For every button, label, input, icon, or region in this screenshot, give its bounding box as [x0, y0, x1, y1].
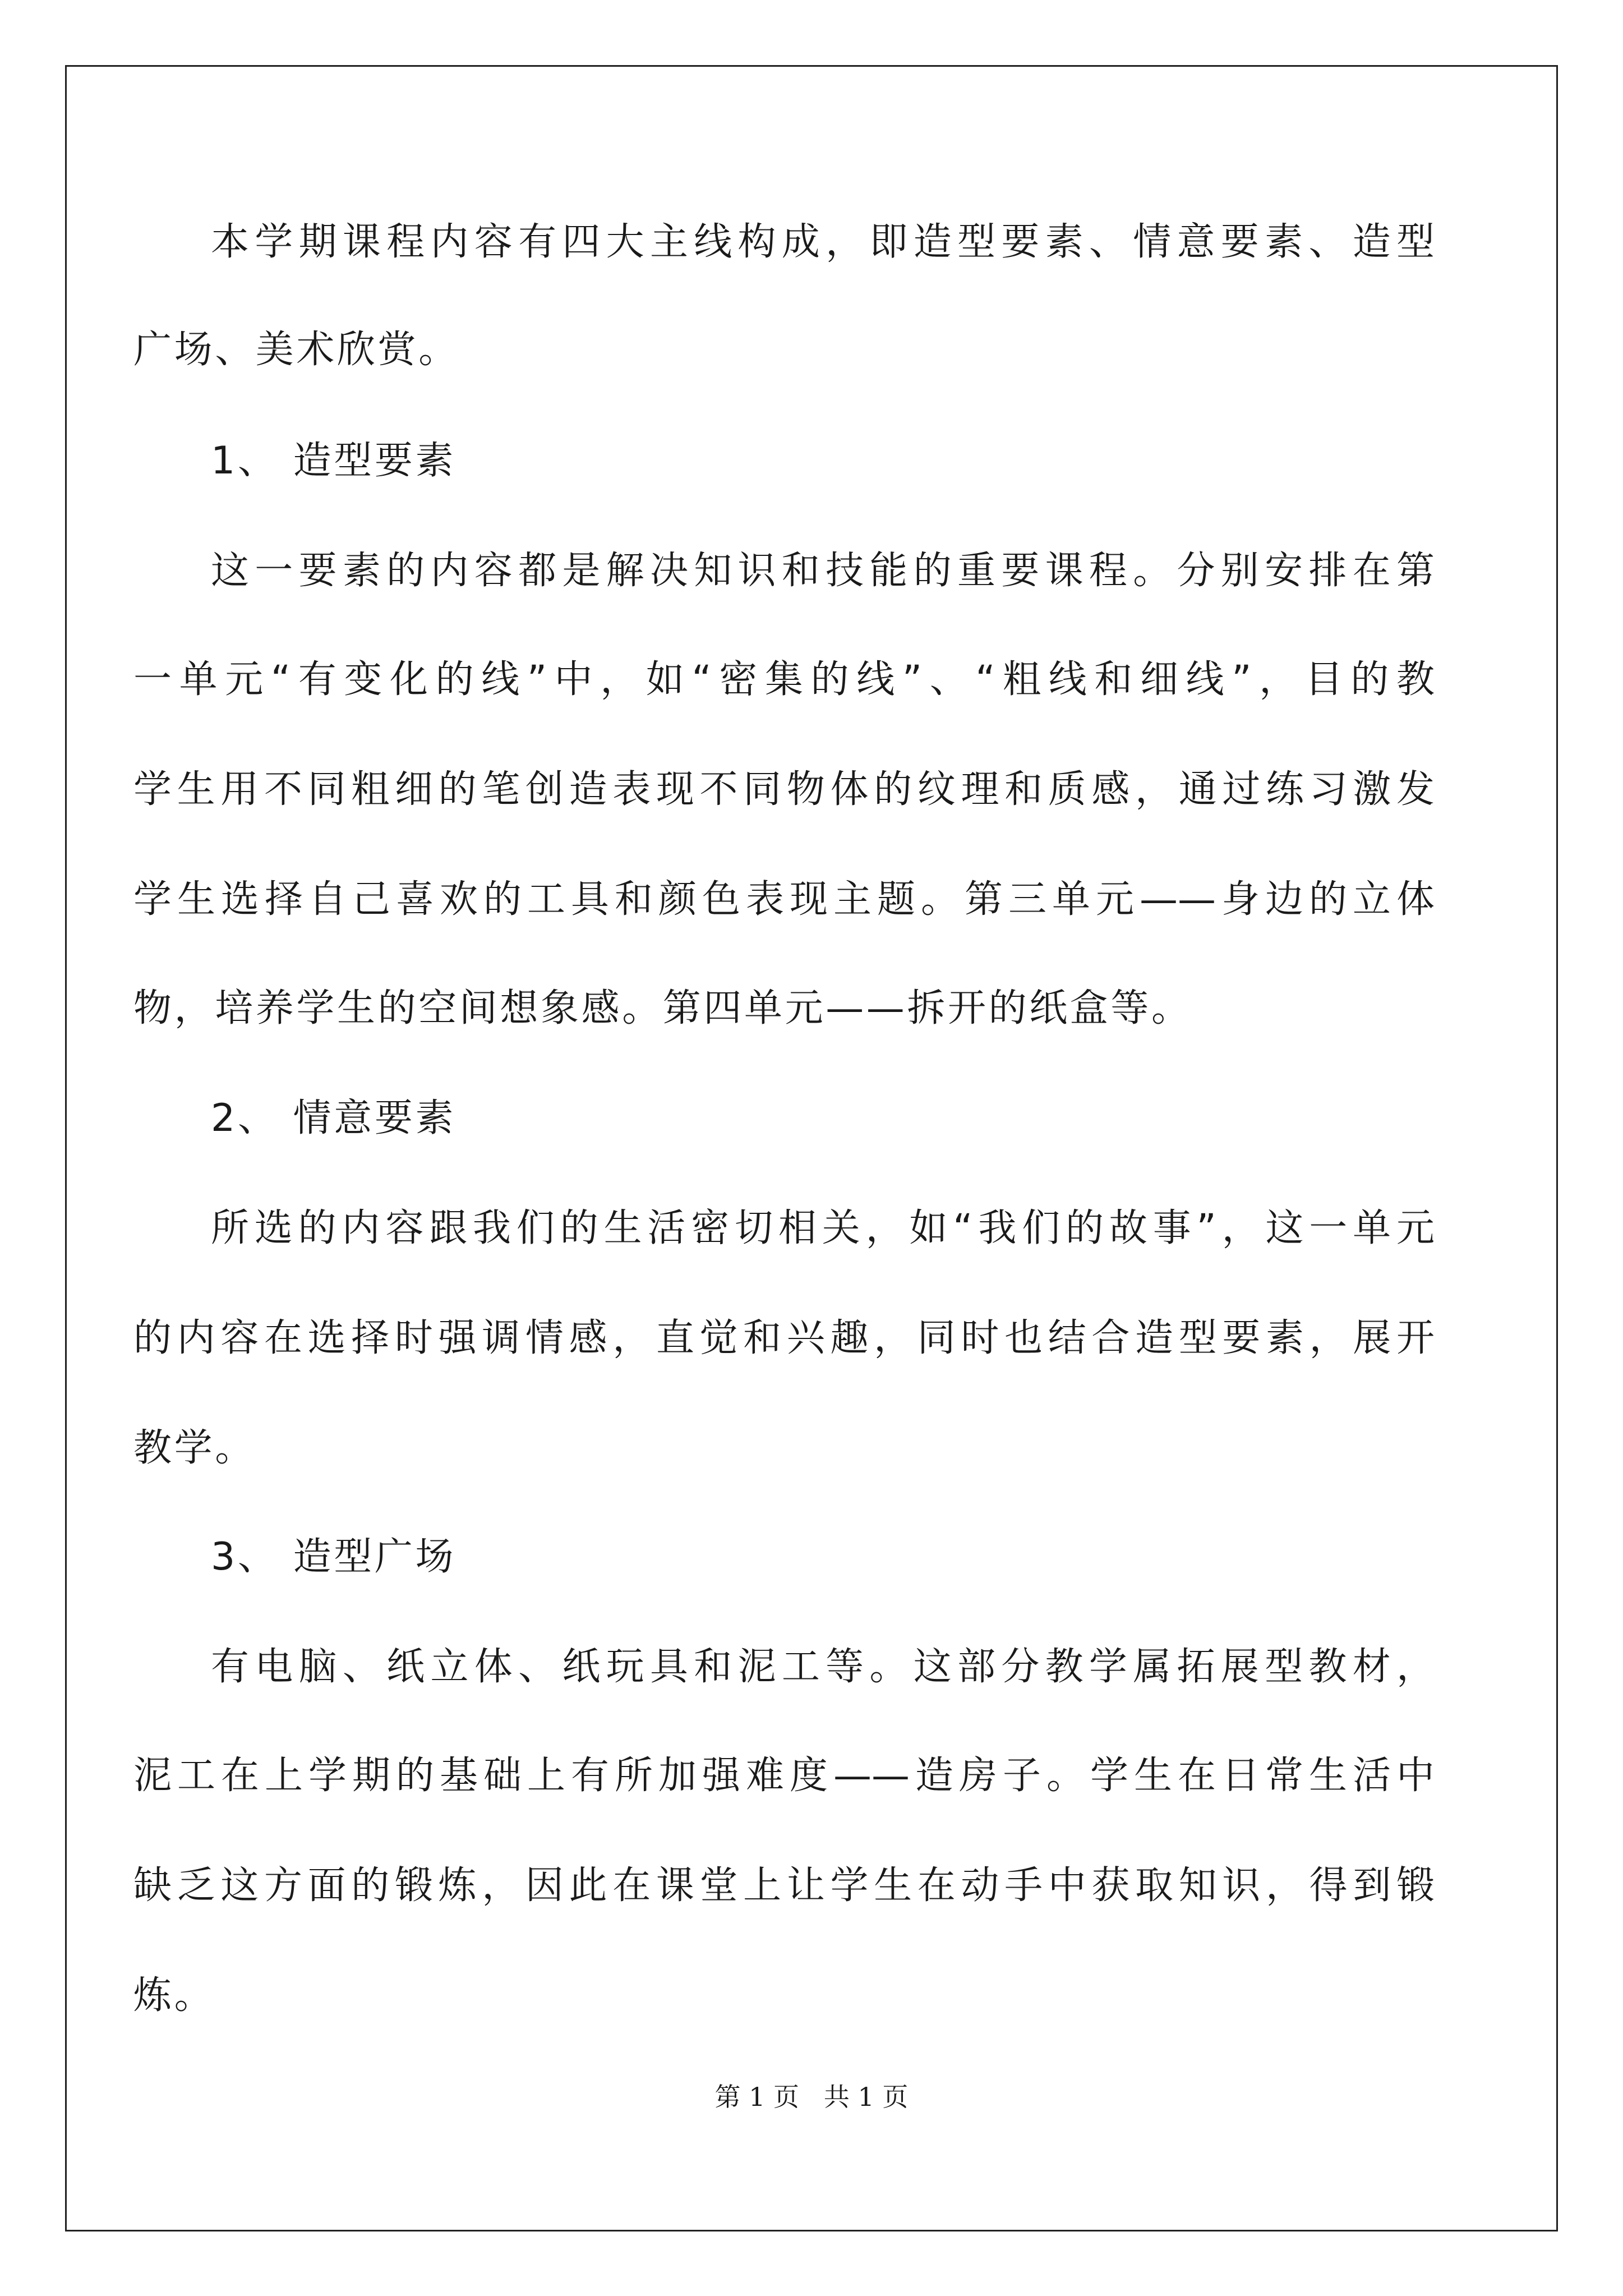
- section-1-line-1: 这一要素的内容都是解决知识和技能的重要课程。分别安排在第: [211, 549, 1435, 593]
- paragraph-intro-line-2: 广场、美术欣赏。: [133, 328, 459, 372]
- section-heading-2: 2、 情意要素: [211, 1096, 457, 1140]
- section-3-line-4: 炼。: [133, 1973, 215, 2018]
- section-1-line-5: 物，培养学生的空间想象感。第四单元——拆开的纸盒等。: [133, 986, 1192, 1030]
- section-2-line-3: 教学。: [133, 1426, 256, 1470]
- section-1-line-2: 一单元“有变化的线”中，如“密集的线”、“粗线和细线”，目的教: [133, 657, 1435, 702]
- section-3-line-3: 缺乏这方面的锻炼，因此在课堂上让学生在动手中获取知识，得到锻: [133, 1864, 1435, 1908]
- section-2-line-2: 的内容在选择时强调情感，直觉和兴趣，同时也结合造型要素，展开: [133, 1316, 1435, 1360]
- paragraph-intro-line-1: 本学期课程内容有四大主线构成，即造型要素、情意要素、造型: [211, 220, 1435, 264]
- page-number-footer: 第 1 页 共 1 页: [714, 2082, 909, 2112]
- section-heading-1: 1、 造型要素: [211, 439, 457, 483]
- section-1-line-3: 学生用不同粗细的笔创造表现不同物体的纹理和质感，通过练习激发: [133, 767, 1435, 812]
- section-3-line-1: 有电脑、纸立体、纸玩具和泥工等。这部分教学属拓展型教材，: [211, 1645, 1435, 1689]
- section-3-line-2: 泥工在上学期的基础上有所加强难度——造房子。学生在日常生活中: [133, 1754, 1435, 1798]
- section-1-line-4: 学生选择自己喜欢的工具和颜色表现主题。第三单元——身边的立体: [133, 877, 1435, 922]
- section-heading-3: 3、 造型广场: [211, 1535, 457, 1579]
- section-2-line-1: 所选的内容跟我们的生活密切相关，如“我们的故事”，这一单元: [211, 1206, 1435, 1250]
